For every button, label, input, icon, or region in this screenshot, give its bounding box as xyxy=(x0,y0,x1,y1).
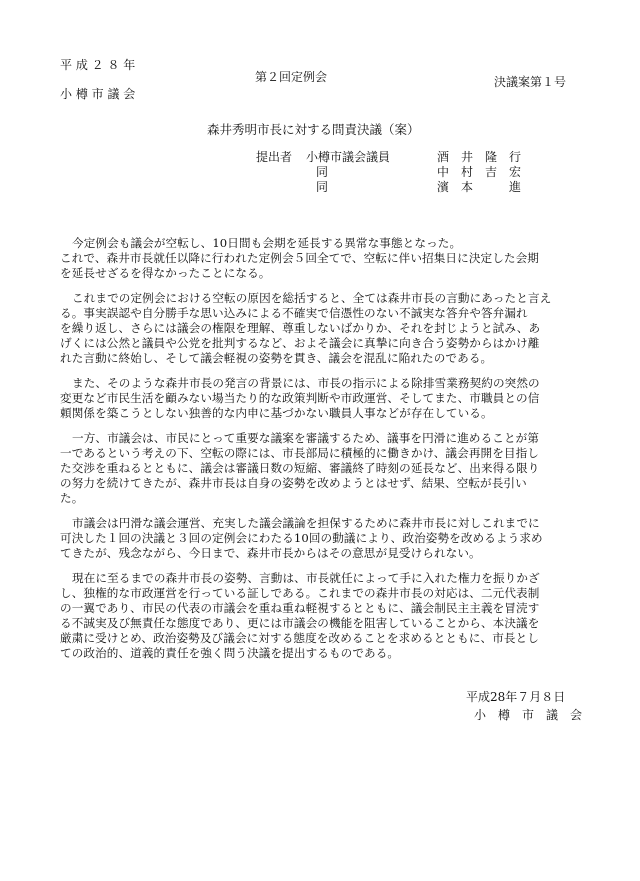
body-line: を延長せざるを得なかったことになる。 xyxy=(60,266,271,280)
footer-date: 平成28年７月８日 xyxy=(466,690,566,704)
body-line: これで、森井市長就任以降に行われた定例会５回全てで、空転に伴い招集日に決定した会期 xyxy=(60,251,539,265)
proposer-name: 中 村 吉 宏 xyxy=(437,165,522,179)
council-name: 小 樽 市 議 会 xyxy=(60,87,136,101)
proposer-same-1: 同 xyxy=(316,165,329,179)
body-line: 一であるという考えの下、空転の際には、市長部局に積極的に働きかけ、議会再開を目指し xyxy=(60,446,539,460)
body-line: 市議会は円滑な議会運営、充実した議会議論を担保するために森井市長に対しこれまでに xyxy=(72,516,540,530)
body-line: 変更など市民生活を顧みない場当たり的な政策判断や市政運営、そしてまた、市職員との信 xyxy=(60,391,540,405)
body-line: これまでの定例会における空転の原因を総括すると、全ては森井市長の言動にあったと言え xyxy=(72,291,552,305)
body-line: 今定例会も議会が空転し、10日間も会期を延長する異常な事態となった。 xyxy=(72,236,462,250)
body-line: る。事実誤認や自分勝手な思い込みによる不確実で信憑性のない不誠実な答弁や答弁漏れ xyxy=(60,306,528,320)
bill-number: 決議案第１号 xyxy=(494,75,567,89)
body-line: げくには公然と議員や公党を批判するなど、およそ議会に真摯に向き合う姿勢からはかけ離 xyxy=(60,336,540,350)
document-date: 平 成 ２ ８ 年 xyxy=(60,58,136,72)
proposer-group: 小樽市議会議員 xyxy=(306,150,391,164)
proposer-name: 酒 井 隆 行 xyxy=(437,150,522,164)
body-line: 頼関係を築こうとしない独善的な内申に基づかない職員人事などが存在している。 xyxy=(60,406,493,420)
proposer-label: 提出者 xyxy=(256,150,293,164)
document-title: 森井秀明市長に対する問責決議（案） xyxy=(207,122,420,137)
body-line: 可決した１回の決議と３回の定例会にわたる10回の動議により、政治姿勢を改めるよう求め xyxy=(60,531,543,545)
body-line: た。 xyxy=(60,491,84,505)
body-line: 現在に至るまでの森井市長の姿勢、言動は、市長就任によって手に入れた権力を振りかざ xyxy=(72,571,540,585)
body-line: を繰り返し、さらには議会の権限を理解、尊重しないばかりか、それを封じようと試み、あ xyxy=(60,321,541,335)
body-line: 厳粛に受けとめ、政治姿勢及び議会に対する態度を改めることを求めるとともに、市長とし xyxy=(60,631,539,645)
body-line: ての政治的、道義的責任を強く問う決議を提出するものである。 xyxy=(60,646,400,660)
body-line: の努力を続けてきたが、森井市長は自身の姿勢を改めようとはせず、結果、空転が長引い xyxy=(60,476,527,490)
footer-council: 小 樽 市 議 会 xyxy=(474,708,583,722)
body-line: れた言動に終始し、そして議会軽視の姿勢を貫き、議会を混乱に陥れたのである。 xyxy=(60,351,493,365)
body-line: また、そのような森井市長の発言の背景には、市長の指示による除排雪業務契約の突然の xyxy=(72,376,540,390)
session-label: 第２回定例会 xyxy=(255,70,328,84)
body-line: の一翼であり、市民の代表の市議会を重ね重ね軽視するとともに、議会制民主主義を冒涜す xyxy=(60,601,540,615)
body-line: た交渉を重ねるとともに、議会は審議日数の短縮、審議終了時刻の延長など、出来得る限り xyxy=(60,461,540,475)
body-line: る不誠実及び無責任な態度であり、更には市議会の機能を阻害していることから、本決議を xyxy=(60,616,540,630)
body-line: 一方、市議会は、市民にとって重要な議案を審議するため、議事を円滑に進めることが第 xyxy=(72,431,540,445)
proposer-name: 濱 本 進 xyxy=(437,180,522,194)
proposer-same-2: 同 xyxy=(316,180,329,194)
body-line: し、独権的な市政運営を行っている証しである。これまでの森井市長の対応は、二元代表制 xyxy=(60,586,540,600)
body-line: てきたが、残念ながら、今日まで、森井市長からはその意思が見受けられない。 xyxy=(60,546,481,560)
resolution-body xyxy=(60,236,584,660)
